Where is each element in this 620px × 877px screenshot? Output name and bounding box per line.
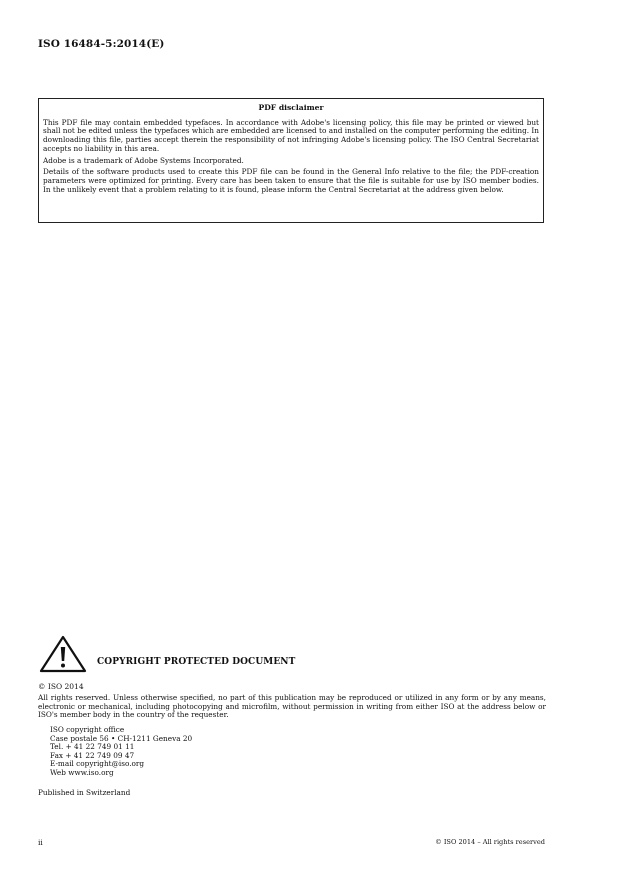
pdf-disclaimer-box <box>38 98 544 223</box>
email-line: E-mail copyright@iso.org <box>50 759 145 769</box>
document-id: ISO 16484-5:2014(E) <box>38 38 165 50</box>
disclaimer-paragraph: This PDF file may contain embedded typefaces. In accordance with Adobe's licensing policy, this file may be printed or viewed but shall not be edited unless the typefaces which are embedded are licensed to and installed on the computer performing the editing. In downloading this file, parties accept therein the responsibility of not infringing Adobe's licensing policy. The ISO Central Secretariat accepts no liability in this area. <box>43 117 539 153</box>
rights-statement: All rights reserved. Unless otherwise specified, no part of this publication may be reproduced or utilized in any form or by any means, electronic or mechanical, including photocopying and microfilm, without permission in writing from either ISO at the address below or ISO's member body in the country of the requester. <box>38 693 546 720</box>
disclaimer-paragraph: Details of the software products used to create this PDF file can be found in the General Info relative to the file; the PDF-creation parameters were optimized for printing. Every care has been taken to ensure that the file is suitable for use by ISO member bodies. In the unlikely event that a problem relating to it is found, please inform the Central Secretariat at the address given below. <box>43 167 539 194</box>
address-line: ISO copyright office <box>50 725 125 734</box>
address-line: Case postale 56 • CH-1211 Geneva 20 <box>50 733 193 743</box>
disclaimer-title: PDF disclaimer <box>258 103 324 112</box>
copyright-year: © ISO 2014 <box>38 682 84 691</box>
iso-address <box>50 726 192 778</box>
disclaimer-paragraph: Adobe is a trademark of Adobe Systems Incorporated. <box>43 155 244 165</box>
page-number: ii <box>38 838 43 847</box>
footer-copyright: © ISO 2014 – All rights reserved <box>435 838 545 846</box>
published-line: Published in Switzerland <box>38 788 131 797</box>
copyright-heading: COPYRIGHT PROTECTED DOCUMENT <box>97 657 296 667</box>
warning-triangle-icon <box>38 634 88 674</box>
address-line: Fax + 41 22 749 09 47 <box>50 750 135 760</box>
address-line: Tel. + 41 22 749 01 11 <box>50 742 135 752</box>
web-line: Web www.iso.org <box>50 767 114 777</box>
